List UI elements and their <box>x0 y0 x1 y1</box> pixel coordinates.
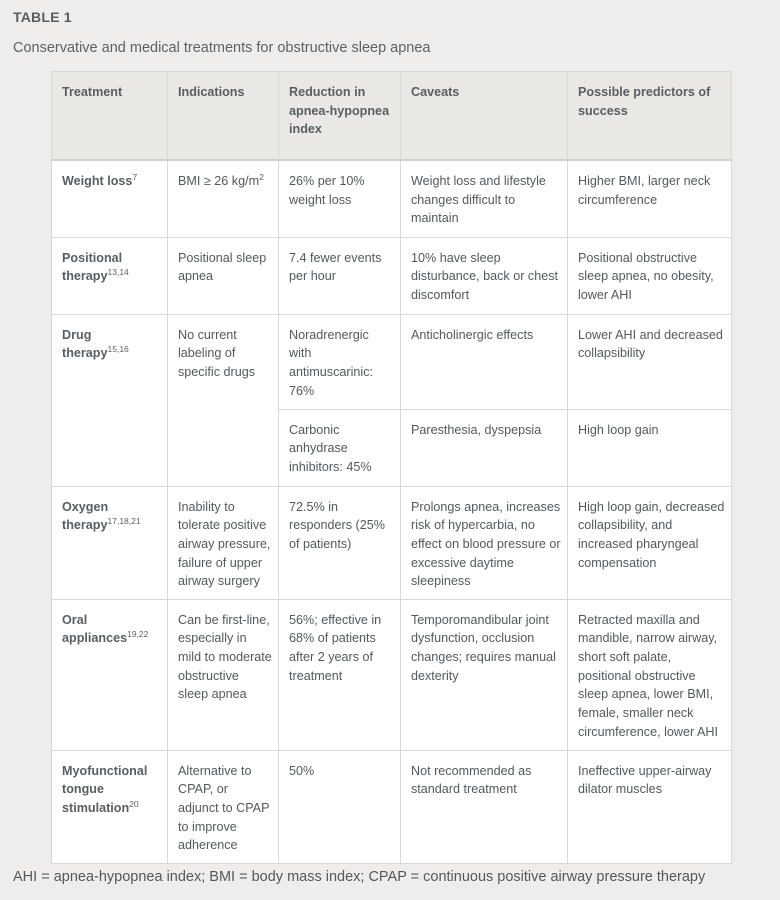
indications-cell: No current labeling of specific drugs <box>168 314 279 486</box>
indications-cell: Positional sleep apnea <box>168 237 279 314</box>
table-row <box>52 160 732 237</box>
table-row <box>52 486 732 599</box>
table-row <box>52 237 732 314</box>
caveats-cell: Prolongs apnea, increases risk of hypercarbia, no effect on blood pressure or excessive daytime sleepiness <box>401 486 568 599</box>
caveats-cell: Weight loss and lifestyle changes difficult to maintain <box>401 160 568 237</box>
caveats-cell: Paresthesia, dyspepsia <box>401 409 568 486</box>
predictors-cell: Lower AHI and decreased collapsibility <box>568 314 732 409</box>
predictors-cell: Ineffective upper-airway dilator muscles <box>568 750 732 863</box>
table-label: TABLE 1 <box>13 9 72 25</box>
treatment-cell <box>52 237 168 314</box>
header-caveats: Caveats <box>401 72 568 161</box>
predictors-cell: Higher BMI, larger neck circumference <box>568 160 732 237</box>
reduction-cell: Noradrenergic with antimuscarinic: 76% <box>279 314 401 409</box>
reduction-cell: 50% <box>279 750 401 863</box>
reference-number: 13,14 <box>107 267 129 278</box>
reduction-cell: Carbonic anhydrase inhibitors: 45% <box>279 409 401 486</box>
treatment-name: Oxygen therapy <box>62 499 109 533</box>
treatment-name: Drug therapy <box>62 327 108 361</box>
indications-cell: Inability to tolerate positive airway pressure, failure of upper airway surgery <box>168 486 279 599</box>
treatment-cell <box>52 486 168 599</box>
treatment-cell <box>52 314 168 486</box>
indications-cell: Alternative to CPAP, or adjunct to CPAP to improve adherence <box>168 750 279 863</box>
caveats-cell: 10% have sleep disturbance, back or chest discomfort <box>401 237 568 314</box>
superscript: 2 <box>259 171 264 182</box>
table-row <box>52 314 732 409</box>
reference-number: 15,16 <box>107 344 129 355</box>
reference-number: 17,18,21 <box>107 516 141 527</box>
treatment-name: Myofunctional tongue stimulation <box>62 763 148 815</box>
indications-cell <box>168 160 279 237</box>
table-row <box>52 599 732 750</box>
header-treatment: Treatment <box>52 72 168 161</box>
predictors-cell: Positional obstructive sleep apnea, no obesity, lower AHI <box>568 237 732 314</box>
indications-cell: Can be first-line, especially in mild to moderate obstructive sleep apnea <box>168 599 279 750</box>
table-caption: Conservative and medical treatments for obstructive sleep apnea <box>13 40 431 56</box>
reduction-cell: 26% per 10% weight loss <box>279 160 401 237</box>
treatment-name: Oral appliances <box>62 612 128 646</box>
predictors-cell: Retracted maxilla and mandible, narrow airway, short soft palate, positional obstructive sleep apnea, lower BMI, female, smaller neck circumference, lower AHI <box>568 599 732 750</box>
reduction-cell: 7.4 fewer events per hour <box>279 237 401 314</box>
table-footnote: AHI = apnea-hypopnea index; BMI = body mass index; CPAP = continuous positive airway pressure therapy <box>13 869 706 885</box>
treatment-cell <box>52 599 168 750</box>
predictors-cell: High loop gain, decreased collapsibility, and increased pharyngeal compensation <box>568 486 732 599</box>
predictors-cell: High loop gain <box>568 409 732 486</box>
reference-number: 7 <box>132 171 138 182</box>
treatment-name: Weight loss <box>62 174 133 188</box>
treatments-table <box>51 71 732 864</box>
reduction-cell: 72.5% in responders (25% of patients) <box>279 486 401 599</box>
treatment-cell <box>52 750 168 863</box>
caveats-cell: Anticholinergic effects <box>401 314 568 409</box>
treatment-name: Positional therapy <box>62 250 123 284</box>
table-row <box>52 750 732 863</box>
treatment-cell <box>52 160 168 237</box>
caveats-cell: Not recommended as standard treatment <box>401 750 568 863</box>
header-indications: Indications <box>168 72 279 161</box>
reduction-cell: 56%; effective in 68% of patients after 2 years of treatment <box>279 599 401 750</box>
reference-number: 19,22 <box>127 629 149 640</box>
table-header-row <box>52 72 732 161</box>
header-predictors: Possible predictors of success <box>568 72 732 161</box>
reference-number: 20 <box>129 798 139 809</box>
header-reduction: Reduction in apnea-hypopnea index <box>279 72 401 161</box>
indications-text: BMI ≥ 26 kg/m <box>178 174 260 188</box>
caveats-cell: Temporomandibular joint dysfunction, occlusion changes; requires manual dexterity <box>401 599 568 750</box>
